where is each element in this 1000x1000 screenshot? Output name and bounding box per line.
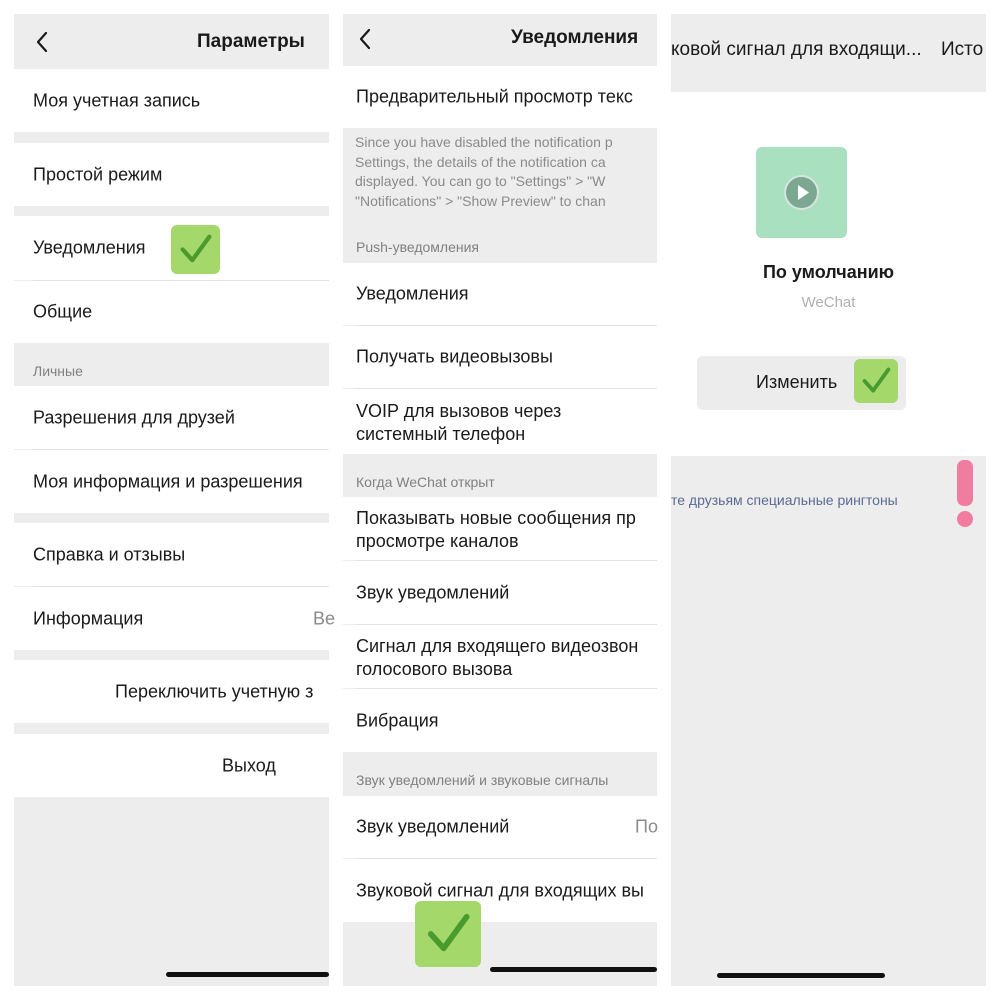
home-indicator bbox=[166, 972, 329, 977]
menu-item-label: Уведомления bbox=[33, 237, 146, 258]
note-line: Since you have disabled the notification p bbox=[355, 134, 613, 150]
nav-bar bbox=[343, 14, 657, 66]
nav-right-label[interactable]: Исто bbox=[941, 39, 984, 60]
exclamation-icon bbox=[953, 458, 977, 528]
menu-item-video-call-signal[interactable] bbox=[343, 625, 657, 688]
menu-item-label: Справка и отзывы bbox=[33, 544, 186, 564]
notifications-panel bbox=[343, 14, 657, 986]
menu-item-label: Общие bbox=[33, 301, 93, 322]
menu-item-about[interactable] bbox=[14, 587, 336, 650]
menu-item-voip[interactable] bbox=[343, 389, 657, 454]
ringtone-thumbnail[interactable] bbox=[756, 147, 847, 238]
menu-item-label: Звук уведомлений bbox=[356, 816, 510, 837]
menu-item-account[interactable] bbox=[14, 69, 329, 132]
section-header-personal: Личные bbox=[33, 363, 83, 379]
section-header-wechat-open: Когда WeChat открыт bbox=[356, 474, 495, 490]
menu-item-label: Сигнал для входящего видеозвон bbox=[356, 636, 639, 656]
button-label: Изменить bbox=[756, 372, 838, 392]
menu-item-help[interactable] bbox=[14, 523, 329, 586]
page-title: Уведомления bbox=[511, 27, 639, 48]
menu-item-label: системный телефон bbox=[356, 424, 526, 444]
info-note bbox=[355, 133, 657, 211]
home-indicator bbox=[490, 967, 657, 972]
settings-panel bbox=[14, 14, 336, 986]
menu-item-notifications[interactable] bbox=[343, 263, 657, 325]
menu-item-label: VOIP для вызовов через bbox=[356, 401, 562, 421]
home-indicator bbox=[717, 973, 885, 978]
note-line: displayed. You can go to "Settings" > "W bbox=[355, 173, 606, 189]
menu-item-general[interactable] bbox=[14, 281, 329, 343]
checkmark-icon bbox=[171, 225, 220, 274]
chevron-left-icon[interactable] bbox=[32, 29, 54, 55]
menu-item-label: Звук уведомлений bbox=[356, 582, 510, 602]
play-icon[interactable] bbox=[784, 175, 819, 210]
menu-item-notification-sound[interactable] bbox=[343, 561, 657, 624]
ringtone-panel bbox=[671, 14, 986, 986]
note-line: Settings, the details of the notification ca bbox=[355, 153, 606, 170]
nav-bar bbox=[14, 14, 329, 69]
checkmark-icon bbox=[854, 359, 898, 403]
menu-item-label: Моя учетная запись bbox=[33, 90, 201, 110]
menu-item-preview[interactable] bbox=[343, 66, 657, 128]
checkmark-icon bbox=[415, 901, 481, 967]
menu-item-label: голосового вызова bbox=[356, 659, 513, 679]
menu-item-label: Разрешения для друзей bbox=[33, 407, 235, 427]
menu-item-label: Получать видеовызовы bbox=[356, 346, 553, 367]
menu-item-my-info[interactable] bbox=[14, 450, 329, 513]
menu-item-label: Информация bbox=[33, 608, 144, 628]
friends-ringtone-link[interactable]: те друзьям специальные рингтоны bbox=[671, 492, 898, 508]
menu-item-show-new-messages[interactable] bbox=[343, 497, 657, 560]
menu-item-label: Звуковой сигнал для входящих вы bbox=[356, 880, 644, 900]
button-label: Переключить учетную з bbox=[115, 681, 314, 701]
menu-item-notification-sound-2[interactable] bbox=[343, 796, 657, 858]
menu-item-friend-permissions[interactable] bbox=[14, 386, 329, 449]
menu-item-receive-video-calls[interactable] bbox=[343, 326, 657, 388]
ringtone-name: По умолчанию bbox=[762, 262, 895, 282]
menu-item-label: Уведомления bbox=[356, 283, 469, 304]
note-line: "Notifications" > "Show Preview" to chan bbox=[355, 192, 606, 209]
button-label: Выход bbox=[222, 755, 276, 775]
nav-bar bbox=[671, 14, 986, 92]
menu-item-label: просмотре каналов bbox=[356, 531, 519, 551]
ringtone-source: WeChat bbox=[801, 294, 856, 311]
menu-item-value: Ве bbox=[313, 608, 336, 628]
chevron-left-icon[interactable] bbox=[355, 26, 377, 52]
logout-button[interactable] bbox=[14, 734, 329, 797]
page-title: ковой сигнал для входящи... bbox=[671, 39, 922, 60]
menu-item-label: Показывать новые сообщения пр bbox=[356, 508, 636, 528]
ringtone-card bbox=[671, 92, 986, 456]
switch-account-button[interactable] bbox=[14, 660, 329, 723]
page-title: Параметры bbox=[197, 31, 305, 52]
menu-item-vibration[interactable] bbox=[343, 689, 657, 752]
menu-item-label: Моя информация и разрешения bbox=[33, 471, 303, 491]
section-header-push: Push-уведомления bbox=[356, 239, 479, 255]
menu-item-value: По bbox=[635, 816, 658, 837]
menu-item-simple-mode[interactable] bbox=[14, 143, 329, 206]
section-header-sounds: Звук уведомлений и звуковые сигналы bbox=[356, 772, 609, 788]
menu-item-label: Предварительный просмотр текс bbox=[356, 86, 633, 107]
menu-item-label: Вибрация bbox=[356, 710, 439, 730]
menu-item-label: Простой режим bbox=[33, 164, 163, 184]
menu-item-incoming-sound[interactable] bbox=[343, 859, 657, 922]
